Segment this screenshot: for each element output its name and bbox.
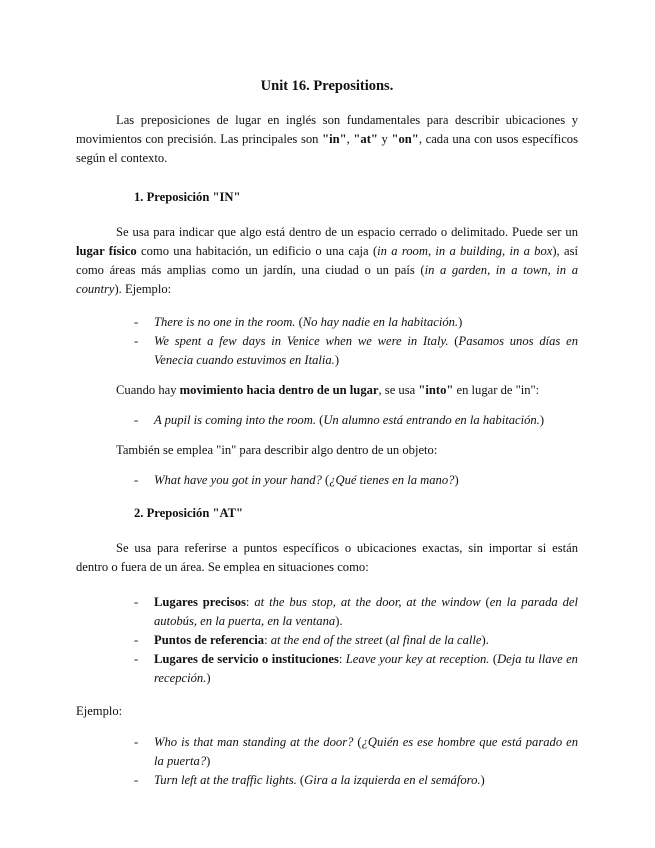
- intro-at: "at": [353, 132, 378, 146]
- paren-close: ): [206, 754, 211, 768]
- example-spanish: Deja tu llave en recepción.: [154, 652, 578, 685]
- example-english: We spent a few days in Venice when we were in Italy.: [154, 334, 449, 348]
- dash-bullet: -: [134, 334, 139, 348]
- use-label: Puntos de referencia: [154, 633, 265, 647]
- dash-bullet: -: [134, 633, 139, 647]
- movement-examples-list: [76, 411, 578, 430]
- paren-open: (: [382, 633, 390, 647]
- paren-close: ): [454, 473, 459, 487]
- section-in-paragraph: [76, 223, 578, 299]
- list-item: [76, 771, 578, 790]
- movement-text: en lugar de "in":: [453, 383, 540, 397]
- object-paragraph: También se emplea "in" para describir algo dentro de un objeto:: [116, 443, 438, 457]
- in-para-text: ). Ejemplo:: [114, 282, 172, 296]
- at-examples-list: [76, 733, 578, 790]
- dash-bullet: -: [134, 473, 139, 487]
- paren-open: (: [315, 413, 324, 427]
- example-spanish: al final de la calle: [389, 633, 482, 647]
- movement-into: "into": [418, 383, 454, 397]
- in-para-italic: in a garden, in a town, in a country: [76, 263, 578, 296]
- list-item: [76, 411, 578, 430]
- list-item: [76, 313, 578, 332]
- example-spanish: ¿Qué tienes en la mano?: [329, 473, 455, 487]
- example-english: at the end of the street: [270, 633, 383, 647]
- paren-open: (: [295, 315, 303, 329]
- page-title: Unit 16. Prepositions.: [260, 78, 394, 94]
- intro-text-end: , cada una con usos específicos según el contexto.: [76, 132, 579, 165]
- intro-text: Las preposiciones de lugar en inglés son fundamentales para describir ubicaciones y movimientos con precisión. Las principales son: [76, 113, 578, 146]
- example-english: at the bus stop, at the door, at the window: [254, 595, 481, 609]
- section-at-paragraph: Se usa para referirse a puntos específicos o ubicaciones exactas, sin importar si están dentro o fuera de un área. Se emplea en situaciones como:: [76, 541, 578, 574]
- paren-close: ).: [481, 633, 489, 647]
- movement-paragraph: [76, 381, 578, 400]
- use-label: Lugares precisos: [154, 595, 246, 609]
- movement-text: , se usa: [378, 383, 419, 397]
- list-item: [76, 631, 578, 650]
- section-at-heading: 2. Preposición "AT": [134, 506, 244, 520]
- dash-bullet: -: [134, 735, 139, 749]
- example-english: What have you got in your hand?: [154, 473, 322, 487]
- example-spanish: en la parada del autobús, en la puerta, en la ventana: [154, 595, 578, 628]
- example-spanish: Gira a la izquierda en el semáforo.: [304, 773, 481, 787]
- list-item: [76, 650, 578, 688]
- paren-close: ): [480, 773, 485, 787]
- paren-open: (: [296, 773, 305, 787]
- object-examples-list: [76, 471, 578, 490]
- movement-text: Cuando hay: [116, 383, 180, 397]
- dash-bullet: -: [134, 315, 139, 329]
- paren-close: ): [458, 315, 463, 329]
- dash-bullet: -: [134, 773, 139, 787]
- list-item: [76, 332, 578, 370]
- example-label: Ejemplo:: [76, 704, 123, 718]
- in-para-text: ), así como áreas más amplias como un jardín, una ciudad o un país (: [76, 244, 578, 277]
- list-item: [76, 471, 578, 490]
- in-para-italic: in a room, in a building, in a box: [377, 244, 553, 258]
- in-para-bold: lugar físico: [76, 244, 137, 258]
- intro-on: "on": [391, 132, 419, 146]
- paren-open: (: [353, 735, 362, 749]
- example-english: Who is that man standing at the door?: [154, 735, 354, 749]
- section-in-heading: 1. Preposición "IN": [134, 190, 241, 204]
- at-uses-list: [76, 593, 578, 688]
- intro-paragraph: [76, 111, 578, 168]
- paren-open: (: [480, 595, 490, 609]
- paren-open: (: [448, 334, 459, 348]
- example-english: Leave your key at reception.: [345, 652, 490, 666]
- example-english: There is no one in the room.: [154, 315, 296, 329]
- dash-bullet: -: [134, 595, 139, 609]
- colon: :: [264, 633, 271, 647]
- use-label: Lugares de servicio o instituciones: [154, 652, 339, 666]
- paren-close: ).: [335, 614, 343, 628]
- paren-close: ): [539, 413, 545, 427]
- in-para-text: Se usa para indicar que algo está dentro de un espacio cerrado o delimitado. Puede ser un: [116, 225, 578, 239]
- colon: :: [338, 652, 346, 666]
- paren-open: (: [321, 473, 330, 487]
- movement-bold: movimiento hacia dentro de un lugar: [179, 383, 379, 397]
- paren-close: ): [206, 671, 211, 685]
- colon: :: [245, 595, 255, 609]
- intro-in: "in": [322, 132, 347, 146]
- example-english: A pupil is coming into the room.: [154, 413, 316, 427]
- example-spanish: Un alumno está entrando en la habitación.: [323, 413, 540, 427]
- list-item: [76, 733, 578, 771]
- example-spanish: No hay nadie en la habitación.: [302, 315, 459, 329]
- dash-bullet: -: [134, 413, 139, 427]
- paren-open: (: [489, 652, 498, 666]
- example-english: Turn left at the traffic lights.: [154, 773, 297, 787]
- in-examples-list: [76, 313, 578, 370]
- intro-and: y: [377, 132, 392, 146]
- example-spanish: Pasamos unos días en Venecia cuando estuvimos en Italia.: [154, 334, 578, 367]
- document-page: [76, 0, 578, 790]
- intro-comma: ,: [346, 132, 354, 146]
- dash-bullet: -: [134, 652, 139, 666]
- paren-close: ): [334, 353, 340, 367]
- in-para-text: como una habitación, un edificio o una caja (: [136, 244, 378, 258]
- list-item: [76, 593, 578, 631]
- example-spanish: ¿Quién es ese hombre que está parado en la puerta?: [154, 735, 579, 768]
